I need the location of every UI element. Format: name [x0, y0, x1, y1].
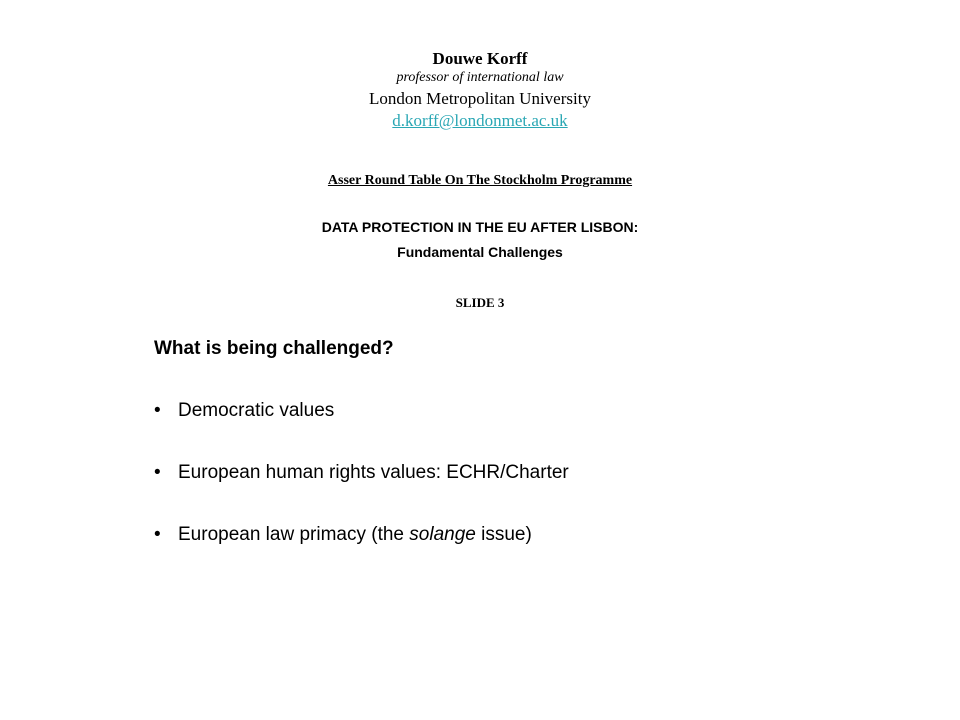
bullet-text: European human rights values: ECHR/Charter	[178, 462, 569, 483]
event-title: Asser Round Table On The Stockholm Programme	[327, 173, 633, 188]
question-heading: What is being challenged?	[154, 338, 394, 359]
slide-label: SLIDE 3	[455, 295, 505, 310]
sub-title: Fundamental Challenges	[397, 244, 563, 260]
bullet-text-emphasis: solange	[409, 524, 476, 545]
bullet-text	[178, 524, 532, 546]
bullet-dot: •	[154, 524, 161, 545]
author-email-line	[0, 111, 960, 131]
author-name: Douwe Korff	[432, 49, 528, 68]
author-affiliation: London Metropolitan University	[369, 89, 591, 108]
bullet-dot: •	[154, 462, 161, 483]
main-title: DATA PROTECTION IN THE EU AFTER LISBON:	[321, 219, 639, 235]
bullet-text-prefix: European law primacy (the	[178, 524, 410, 545]
bullet-text: Democratic values	[178, 400, 335, 421]
bullet-dot: •	[154, 400, 161, 421]
author-email-link[interactable]: d.korff@londonmet.ac.uk	[392, 111, 568, 130]
author-title: professor of international law	[396, 70, 564, 85]
bullet-text-suffix: issue)	[475, 524, 532, 545]
